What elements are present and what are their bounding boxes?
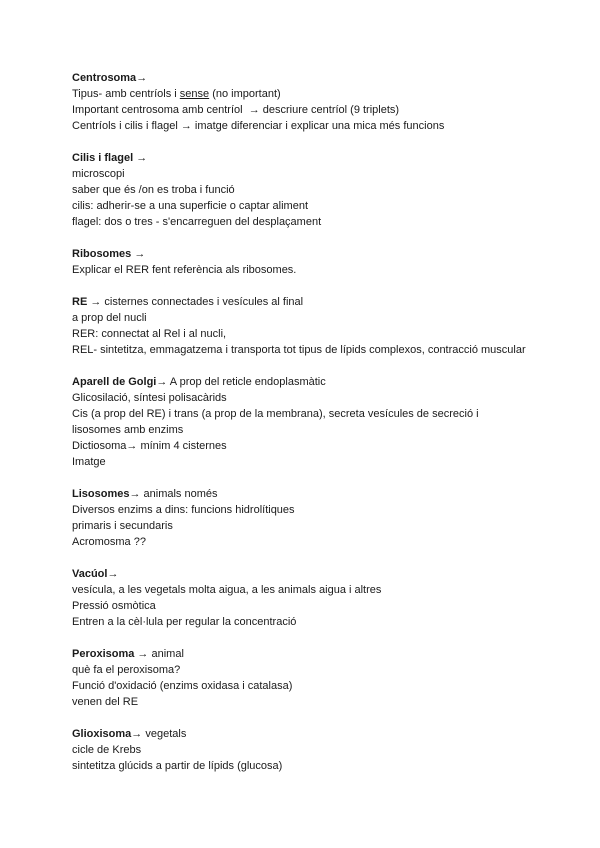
- text-line: [72, 86, 528, 102]
- text-line: a prop del nucli: [72, 312, 147, 324]
- heading-term: Aparell de Golgi: [72, 376, 157, 388]
- section-lisosomes: [72, 486, 528, 550]
- text-line: RER: connectat al Rel i al nucli,: [72, 328, 227, 340]
- text-line: Dictiosoma→ mínim 4 cisternes: [72, 440, 227, 452]
- text-line: microscopi: [72, 168, 125, 180]
- section-re: [72, 294, 528, 358]
- heading-term: Peroxisoma: [72, 648, 135, 660]
- section-heading-glioxisoma: [72, 726, 528, 742]
- heading-arrow-text: →: [107, 568, 119, 580]
- section-heading-aparell-de-golgi: [72, 374, 528, 390]
- text-line: Pressió osmòtica: [72, 600, 156, 612]
- text-line: Acromosma ??: [72, 536, 146, 548]
- section-heading-re: [72, 294, 528, 310]
- heading-arrow-text: →: [136, 72, 148, 84]
- section-heading-ribosomes: [72, 246, 528, 262]
- text-line: Funció d'oxidació (enzims oxidasa i catalasa): [72, 680, 293, 692]
- heading-term: Vacúol: [72, 568, 108, 580]
- section-centrosoma: [72, 70, 528, 134]
- section-heading-vacuol: [72, 566, 528, 582]
- text-line: Centríols i cilis i flagel → imatge diferenciar i explicar una mica més funcions: [72, 120, 445, 132]
- heading-arrow-text: → vegetals: [131, 728, 187, 740]
- text-segment: Tipus- amb centríols i: [72, 88, 180, 100]
- text-line: Important centrosoma amb centríol → descriure centríol (9 triplets): [72, 104, 400, 116]
- text-line: venen del RE: [72, 696, 139, 708]
- underlined-text: sense: [179, 88, 210, 100]
- section-heading-peroxisoma: [72, 646, 528, 662]
- section-peroxisoma: [72, 646, 528, 710]
- heading-arrow-text: → A prop del reticle endoplasmàtic: [156, 376, 326, 388]
- text-line: cicle de Krebs: [72, 744, 142, 756]
- text-line: sintetitza glúcids a partir de lípids (glucosa): [72, 760, 283, 772]
- text-line: primaris i secundaris: [72, 520, 173, 532]
- text-line: Glicosilació, síntesi polisacàrids: [72, 392, 227, 404]
- text-line: Explicar el RER fent referència als ribosomes.: [72, 264, 297, 276]
- text-segment: (no important): [209, 88, 281, 100]
- text-line: Diversos enzims a dins: funcions hidrolítiques: [72, 504, 295, 516]
- heading-term: RE: [72, 296, 88, 308]
- section-heading-cilis-i-flagel: [72, 150, 528, 166]
- text-line: vesícula, a les vegetals molta aigua, a les animals aigua i altres: [72, 584, 382, 596]
- heading-arrow-text: → animals només: [129, 488, 218, 500]
- text-line: Cis (a prop del RE) i trans (a prop de la membrana), secreta vesícules de secreció i lisosomes amb enzims: [72, 408, 482, 436]
- section-cilis-i-flagel: [72, 150, 528, 230]
- text-line: Imatge: [72, 456, 106, 468]
- section-ribosomes: [72, 246, 528, 278]
- section-heading-lisosomes: [72, 486, 528, 502]
- section-heading-centrosoma: [72, 70, 528, 86]
- text-line: Entren a la cèl·lula per regular la concentració: [72, 616, 297, 628]
- heading-arrow-text: → cisternes connectades i vesícules al final: [87, 296, 304, 308]
- heading-term: Cilis i flagel: [72, 152, 134, 164]
- text-line: REL- sintetitza, emmagatzema i transporta tot tipus de lípids complexos, contracció muscular: [72, 344, 526, 356]
- section-glioxisoma: [72, 726, 528, 774]
- sections-container: [72, 70, 528, 774]
- section-aparell-de-golgi: [72, 374, 528, 470]
- text-line: saber que és /on es troba i funció: [72, 184, 235, 196]
- heading-arrow-text: → animal: [134, 648, 184, 660]
- text-line: flagel: dos o tres - s'encarreguen del desplaçament: [72, 216, 322, 228]
- heading-term: Lisosomes: [72, 488, 130, 500]
- heading-term: Centrosoma: [72, 72, 137, 84]
- text-line: què fa el peroxisoma?: [72, 664, 181, 676]
- heading-arrow-text: →: [133, 152, 148, 164]
- text-line: cilis: adherir-se a una superficie o captar aliment: [72, 200, 309, 212]
- heading-term: Ribosomes: [72, 248, 132, 260]
- section-vacuol: [72, 566, 528, 630]
- heading-arrow-text: →: [131, 248, 146, 260]
- heading-term: Glioxisoma: [72, 728, 132, 740]
